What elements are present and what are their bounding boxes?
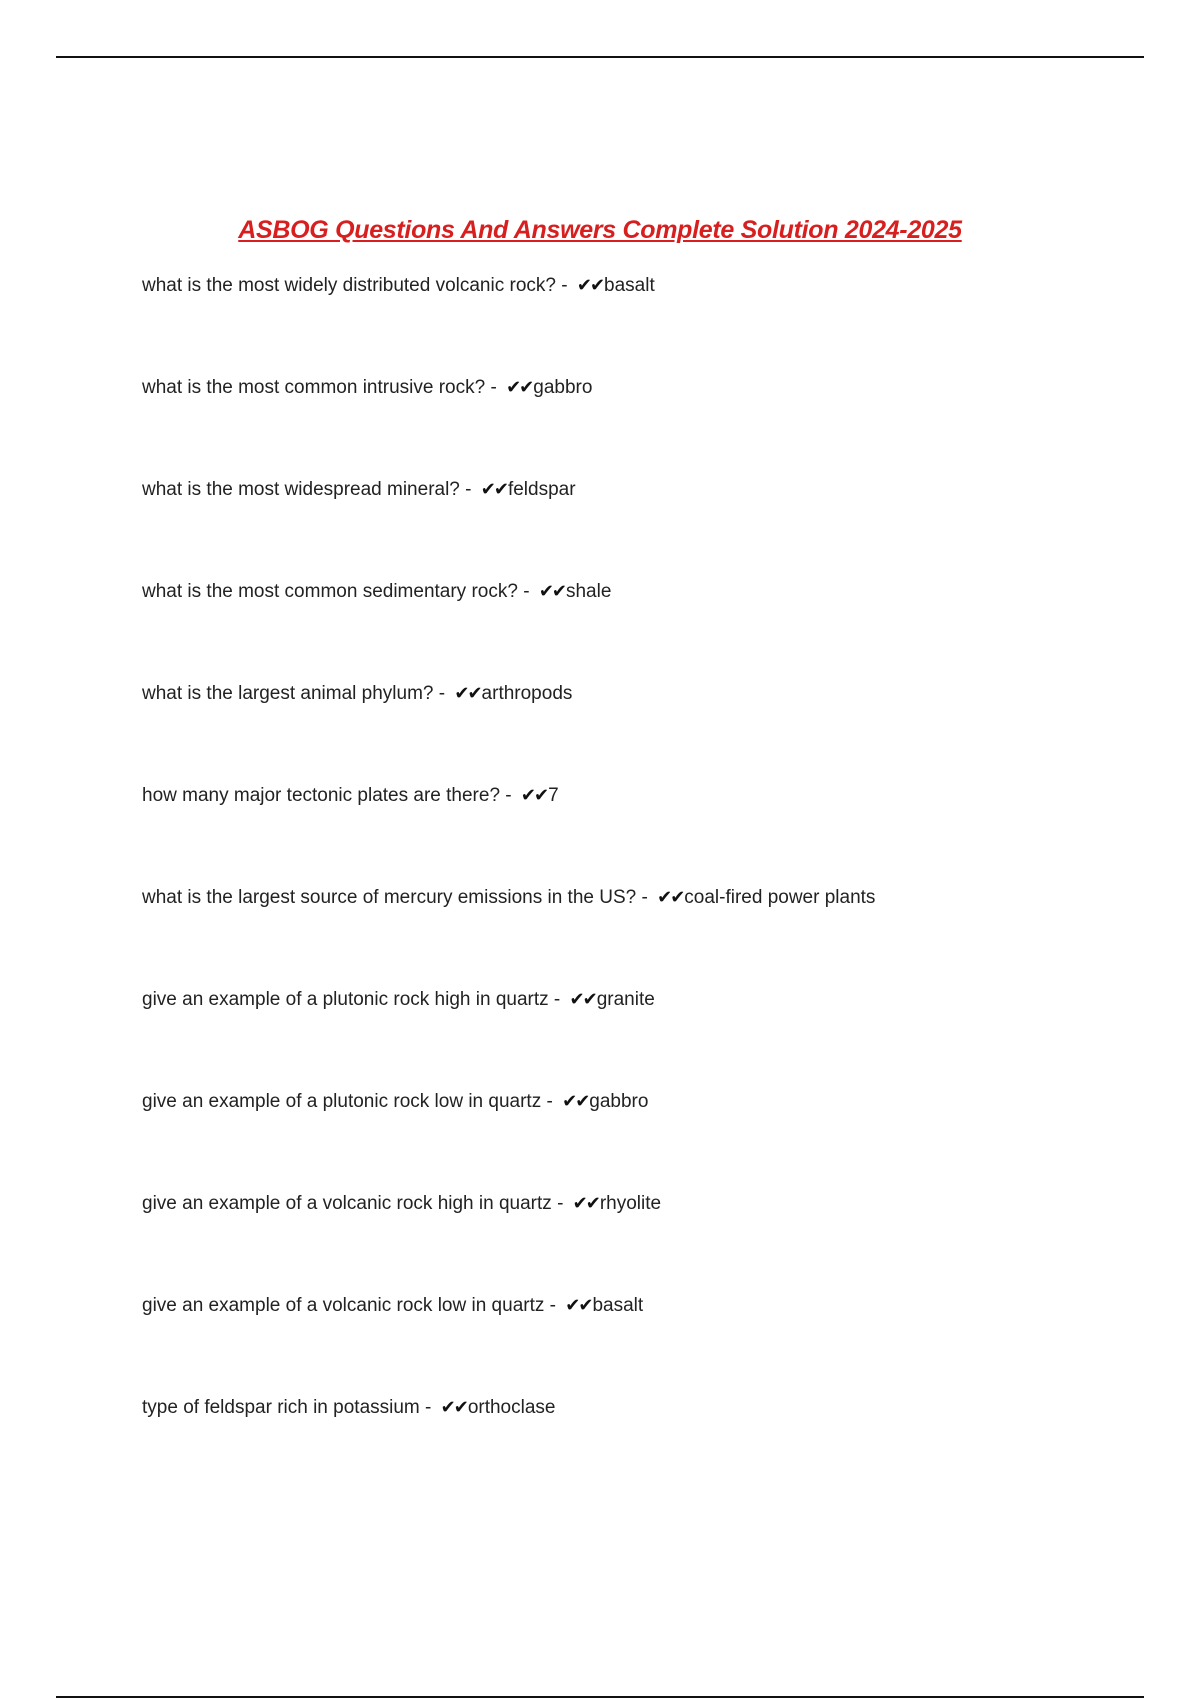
- check-mark-icon: ✔✔: [576, 275, 604, 296]
- qa-item: [142, 682, 875, 784]
- answer-text: orthoclase: [467, 1397, 556, 1418]
- separator: -: [549, 1295, 556, 1316]
- separator: -: [425, 1397, 432, 1418]
- answer-text: 7: [548, 785, 559, 806]
- question-text: what is the most common sedimentary rock?: [142, 581, 518, 602]
- qa-item: [142, 478, 875, 580]
- qa-item: [142, 988, 875, 1090]
- question-text: what is the largest animal phylum?: [142, 683, 434, 704]
- question-text: give an example of a plutonic rock low in quartz: [142, 1091, 542, 1112]
- check-mark-icon: ✔✔: [480, 479, 507, 500]
- separator: -: [523, 581, 530, 602]
- qa-item: [142, 580, 875, 682]
- check-mark-icon: ✔✔: [520, 785, 548, 806]
- separator: -: [546, 1091, 553, 1112]
- answer-text: rhyolite: [599, 1193, 662, 1214]
- question-text: how many major tectonic plates are there?: [142, 785, 501, 806]
- separator: -: [557, 1193, 564, 1214]
- check-mark-icon: ✔✔: [538, 581, 565, 602]
- qa-list: [142, 274, 875, 1498]
- separator: -: [465, 479, 472, 500]
- check-mark-icon: ✔✔: [454, 683, 481, 704]
- question-text: give an example of a plutonic rock high in quartz: [142, 989, 549, 1010]
- question-text: what is the most widespread mineral?: [142, 479, 460, 500]
- qa-item: [142, 1192, 875, 1294]
- check-mark-icon: ✔✔: [440, 1397, 467, 1418]
- answer-text: arthropods: [481, 683, 573, 704]
- check-mark-icon: ✔✔: [657, 887, 684, 908]
- question-text: what is the largest source of mercury emissions in the US?: [142, 887, 637, 908]
- qa-item: [142, 886, 875, 988]
- separator: -: [641, 887, 648, 908]
- answer-text: shale: [565, 581, 612, 602]
- check-mark-icon: ✔✔: [569, 989, 596, 1010]
- check-mark-icon: ✔✔: [565, 1295, 592, 1316]
- answer-text: coal-fired power plants: [684, 887, 876, 908]
- answer-text: granite: [596, 989, 655, 1010]
- qa-item: [142, 1396, 875, 1498]
- question-text: give an example of a volcanic rock high in quartz: [142, 1193, 552, 1214]
- qa-item: [142, 376, 875, 478]
- answer-text: basalt: [592, 1295, 644, 1316]
- qa-item: [142, 1090, 875, 1192]
- separator: -: [505, 785, 512, 806]
- answer-text: basalt: [604, 275, 655, 296]
- separator: -: [438, 683, 446, 704]
- separator: -: [561, 275, 568, 296]
- question-text: give an example of a volcanic rock low in quartz: [142, 1295, 545, 1316]
- check-mark-icon: ✔✔: [506, 377, 533, 398]
- answer-text: feldspar: [507, 479, 576, 500]
- bottom-rule: [56, 1696, 1144, 1698]
- qa-item: [142, 784, 875, 886]
- check-mark-icon: ✔✔: [572, 1193, 599, 1214]
- check-mark-icon: ✔✔: [562, 1091, 589, 1112]
- answer-text: gabbro: [589, 1091, 649, 1112]
- question-text: type of feldspar rich in potassium: [142, 1397, 420, 1418]
- separator: -: [553, 989, 561, 1010]
- qa-item: [142, 274, 875, 376]
- question-text: what is the most common intrusive rock?: [142, 377, 486, 398]
- question-text: what is the most widely distributed volcanic rock?: [142, 275, 556, 296]
- page-title: ASBOG Questions And Answers Complete Solution 2024-2025: [238, 216, 962, 244]
- answer-text: gabbro: [533, 377, 593, 398]
- separator: -: [490, 377, 497, 398]
- top-rule: [56, 56, 1144, 58]
- qa-item: [142, 1294, 875, 1396]
